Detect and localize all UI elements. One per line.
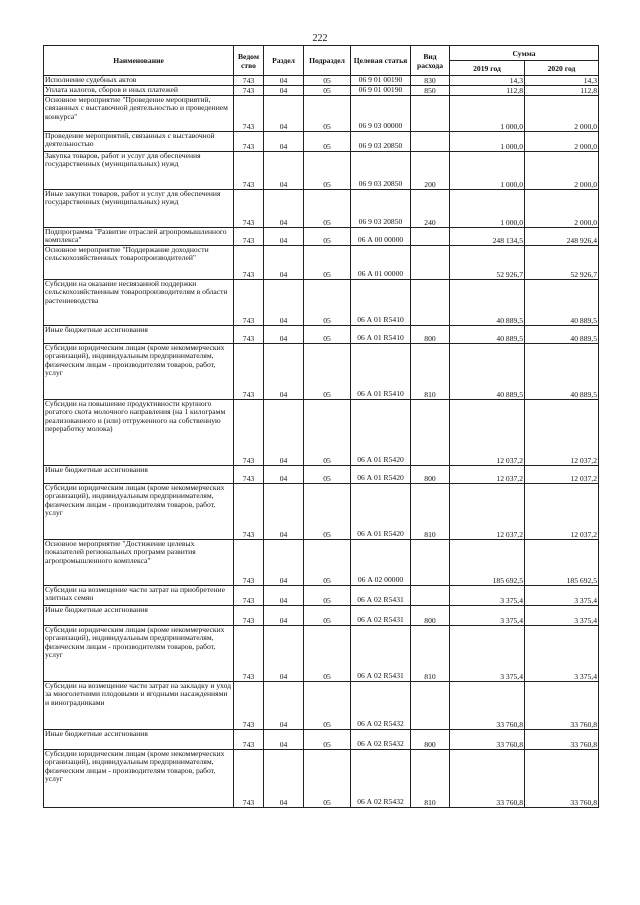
row-subsection: 05	[304, 132, 351, 152]
row-subsection: 05	[304, 86, 351, 96]
table-row	[44, 228, 599, 246]
row-subsection: 05	[304, 96, 351, 132]
row-sum-2020: 3 375,4	[525, 586, 599, 606]
row-target: 06 А 01 R5420	[351, 466, 411, 484]
row-section: 04	[264, 466, 304, 484]
row-section: 04	[264, 400, 304, 466]
row-subsection: 05	[304, 586, 351, 606]
row-section: 04	[264, 586, 304, 606]
header-target: Целевая статья	[351, 46, 411, 76]
row-target: 06 А 01 R5410	[351, 326, 411, 344]
row-sum-2019: 248 134,5	[450, 228, 525, 246]
row-sum-2020: 40 889,5	[525, 326, 599, 344]
table-row	[44, 246, 599, 280]
row-dept: 743	[234, 606, 264, 626]
row-subsection: 05	[304, 344, 351, 400]
row-sum-2019: 12 037,2	[450, 484, 525, 540]
row-name: Иные бюджетные ассигнования	[44, 466, 234, 484]
row-subsection: 05	[304, 326, 351, 344]
row-name: Субсидии на возмещение части затрат на закладку и уход за многолетними плодовыми и ягодными насаждениями и виноградниками	[44, 682, 234, 730]
row-expense	[411, 400, 450, 466]
row-dept: 743	[234, 152, 264, 190]
row-expense: 800	[411, 466, 450, 484]
row-name: Иные бюджетные ассигнования	[44, 730, 234, 750]
row-dept: 743	[234, 750, 264, 808]
row-sum-2019: 33 760,8	[450, 682, 525, 730]
row-dept: 743	[234, 190, 264, 228]
row-target: 06 9 01 00190	[351, 86, 411, 96]
header-year-2020: 2020 год	[525, 61, 599, 76]
row-expense: 240	[411, 190, 450, 228]
row-target: 06 А 01 00000	[351, 246, 411, 280]
row-sum-2020: 248 926,4	[525, 228, 599, 246]
row-target: 06 А 01 R5420	[351, 484, 411, 540]
row-section: 04	[264, 246, 304, 280]
row-target: 06 А 02 R5431	[351, 586, 411, 606]
row-sum-2020: 12 037,2	[525, 484, 599, 540]
row-sum-2020: 112,8	[525, 86, 599, 96]
table-row	[44, 152, 599, 190]
table-row	[44, 730, 599, 750]
row-name: Субсидии юридическим лицам (кроме некоммерческих организаций), индивидуальным предпринимателям, физическим лицам - производителям товаров, работ, услуг	[44, 750, 234, 808]
row-subsection: 05	[304, 540, 351, 586]
row-target: 06 9 03 20850	[351, 152, 411, 190]
row-sum-2020: 52 926,7	[525, 246, 599, 280]
row-sum-2020: 33 760,8	[525, 682, 599, 730]
row-sum-2020: 3 375,4	[525, 626, 599, 682]
table-row	[44, 326, 599, 344]
row-sum-2020: 3 375,4	[525, 606, 599, 626]
row-name: Подпрограмма "Развитие отраслей агропромышленного комплекса"	[44, 228, 234, 246]
row-name: Иные бюджетные ассигнования	[44, 606, 234, 626]
row-target: 06 9 03 20850	[351, 190, 411, 228]
page-number: 222	[312, 33, 328, 44]
table-row	[44, 626, 599, 682]
row-target: 06 9 03 20850	[351, 132, 411, 152]
row-expense: 810	[411, 626, 450, 682]
row-dept: 743	[234, 682, 264, 730]
header-row	[44, 46, 599, 61]
row-name: Субсидии юридическим лицам (кроме некоммерческих организаций), индивидуальным предпринимателям, физическим лицам - производителям товаров, работ, услуг	[44, 344, 234, 400]
row-name: Исполнение судебных актов	[44, 76, 234, 86]
row-expense: 800	[411, 606, 450, 626]
row-section: 04	[264, 540, 304, 586]
row-sum-2019: 3 375,4	[450, 586, 525, 606]
row-sum-2020: 2 000,0	[525, 190, 599, 228]
table-row	[44, 586, 599, 606]
row-sum-2020: 12 037,2	[525, 466, 599, 484]
row-dept: 743	[234, 86, 264, 96]
row-subsection: 05	[304, 626, 351, 682]
table-body	[44, 76, 599, 808]
row-target: 06 А 02 R5432	[351, 750, 411, 808]
row-section: 04	[264, 280, 304, 326]
table-row	[44, 76, 599, 86]
row-expense: 800	[411, 730, 450, 750]
row-dept: 743	[234, 484, 264, 540]
row-subsection: 05	[304, 484, 351, 540]
row-section: 04	[264, 228, 304, 246]
row-name: Субсидии на повышение продуктивности крупного рогатого скота молочного направления (на 1 килограмм реализованного и (или) отгруженного на собственную переработку молока)	[44, 400, 234, 466]
row-target: 06 А 00 00000	[351, 228, 411, 246]
row-name: Основное мероприятие "Достижение целевых показателей региональных программ развития агропромышленного комплекса"	[44, 540, 234, 586]
row-section: 04	[264, 326, 304, 344]
row-name: Иные бюджетные ассигнования	[44, 326, 234, 344]
row-name: Субсидии на возмещение части затрат на приобретение элитных семян	[44, 586, 234, 606]
row-dept: 743	[234, 466, 264, 484]
row-sum-2019: 40 889,5	[450, 326, 525, 344]
row-name: Закупка товаров, работ и услуг для обеспечения государственных (муниципальных) нужд	[44, 152, 234, 190]
row-target: 06 А 01 R5410	[351, 280, 411, 326]
row-name: Субсидии юридическим лицам (кроме некоммерческих организаций), индивидуальным предпринимателям, физическим лицам - производителям товаров, работ, услуг	[44, 626, 234, 682]
row-sum-2019: 1 000,0	[450, 96, 525, 132]
row-sum-2019: 33 760,8	[450, 730, 525, 750]
row-sum-2020: 33 760,8	[525, 730, 599, 750]
row-expense: 800	[411, 326, 450, 344]
row-section: 04	[264, 152, 304, 190]
row-expense	[411, 540, 450, 586]
row-sum-2020: 2 000,0	[525, 132, 599, 152]
table-row	[44, 86, 599, 96]
row-sum-2019: 3 375,4	[450, 606, 525, 626]
row-target: 06 А 02 R5431	[351, 626, 411, 682]
row-subsection: 05	[304, 76, 351, 86]
row-target: 06 9 03 00000	[351, 96, 411, 132]
row-subsection: 05	[304, 730, 351, 750]
row-section: 04	[264, 76, 304, 86]
header-year-2019: 2019 год	[450, 61, 525, 76]
row-expense	[411, 96, 450, 132]
row-target: 06 А 01 R5420	[351, 400, 411, 466]
row-sum-2020: 40 889,5	[525, 344, 599, 400]
row-section: 04	[264, 344, 304, 400]
table-row	[44, 400, 599, 466]
header-dept: Ведом ство	[234, 46, 264, 76]
table-row	[44, 344, 599, 400]
table-row	[44, 96, 599, 132]
row-section: 04	[264, 750, 304, 808]
table-row	[44, 280, 599, 326]
row-sum-2019: 52 926,7	[450, 246, 525, 280]
table-row	[44, 606, 599, 626]
row-dept: 743	[234, 96, 264, 132]
row-sum-2020: 2 000,0	[525, 152, 599, 190]
row-sum-2019: 40 889,5	[450, 280, 525, 326]
row-subsection: 05	[304, 190, 351, 228]
row-section: 04	[264, 682, 304, 730]
row-sum-2020: 33 760,8	[525, 750, 599, 808]
row-name: Проведение мероприятий, связанных с выставочной деятельностью	[44, 132, 234, 152]
table-row	[44, 132, 599, 152]
row-section: 04	[264, 132, 304, 152]
row-target: 06 А 02 R5432	[351, 682, 411, 730]
row-dept: 743	[234, 540, 264, 586]
row-expense: 830	[411, 76, 450, 86]
row-sum-2019: 1 000,0	[450, 190, 525, 228]
row-target: 06 А 01 R5410	[351, 344, 411, 400]
row-section: 04	[264, 606, 304, 626]
row-dept: 743	[234, 76, 264, 86]
row-subsection: 05	[304, 228, 351, 246]
row-sum-2020: 12 037,2	[525, 400, 599, 466]
row-name: Основное мероприятие "Проведение мероприятий, связанных с выставочной деятельностью и проведением конкурса"	[44, 96, 234, 132]
row-name: Основное мероприятие "Поддержание доходности сельскохозяйственных товаропроизводителей"	[44, 246, 234, 280]
row-expense: 810	[411, 344, 450, 400]
row-subsection: 05	[304, 606, 351, 626]
row-sum-2020: 40 889,5	[525, 280, 599, 326]
row-subsection: 05	[304, 750, 351, 808]
table-row	[44, 484, 599, 540]
header-subsection: Подраздел	[304, 46, 351, 76]
row-dept: 743	[234, 326, 264, 344]
table-row	[44, 190, 599, 228]
row-dept: 743	[234, 246, 264, 280]
row-sum-2019: 14,3	[450, 76, 525, 86]
row-expense	[411, 246, 450, 280]
row-subsection: 05	[304, 280, 351, 326]
row-sum-2020: 2 000,0	[525, 96, 599, 132]
row-dept: 743	[234, 344, 264, 400]
row-name: Субсидии на оказание несвязанной поддержки сельскохозяйственным товаропроизводителям в области растениеводства	[44, 280, 234, 326]
row-expense	[411, 586, 450, 606]
row-sum-2019: 112,8	[450, 86, 525, 96]
row-sum-2019: 185 692,5	[450, 540, 525, 586]
row-sum-2019: 12 037,2	[450, 400, 525, 466]
row-expense: 810	[411, 750, 450, 808]
row-subsection: 05	[304, 400, 351, 466]
row-sum-2020: 14,3	[525, 76, 599, 86]
row-subsection: 05	[304, 152, 351, 190]
header-name: Наименование	[44, 46, 234, 76]
row-name: Субсидии юридическим лицам (кроме некоммерческих организаций), индивидуальным предпринимателям, физическим лицам - производителям товаров, работ, услуг	[44, 484, 234, 540]
row-sum-2019: 1 000,0	[450, 152, 525, 190]
row-section: 04	[264, 86, 304, 96]
row-dept: 743	[234, 228, 264, 246]
row-sum-2019: 3 375,4	[450, 626, 525, 682]
row-section: 04	[264, 626, 304, 682]
row-name: Иные закупки товаров, работ и услуг для обеспечения государственных (муниципальных) нужд	[44, 190, 234, 228]
row-section: 04	[264, 96, 304, 132]
row-sum-2019: 1 000,0	[450, 132, 525, 152]
row-subsection: 05	[304, 246, 351, 280]
row-dept: 743	[234, 280, 264, 326]
row-target: 06 А 02 R5431	[351, 606, 411, 626]
row-expense: 200	[411, 152, 450, 190]
row-sum-2019: 33 760,8	[450, 750, 525, 808]
row-sum-2019: 12 037,2	[450, 466, 525, 484]
row-expense: 810	[411, 484, 450, 540]
row-section: 04	[264, 190, 304, 228]
row-subsection: 05	[304, 466, 351, 484]
header-sum: Сумма	[450, 46, 599, 61]
row-target: 06 А 02 R5432	[351, 730, 411, 750]
row-dept: 743	[234, 626, 264, 682]
row-expense	[411, 228, 450, 246]
row-sum-2019: 40 889,5	[450, 344, 525, 400]
budget-table	[43, 45, 599, 808]
row-subsection: 05	[304, 682, 351, 730]
header-expense: Вид расхода	[411, 46, 450, 76]
row-section: 04	[264, 484, 304, 540]
row-expense	[411, 132, 450, 152]
table-row	[44, 750, 599, 808]
row-target: 06 А 02 00000	[351, 540, 411, 586]
row-dept: 743	[234, 400, 264, 466]
row-expense	[411, 280, 450, 326]
row-name: Уплата налогов, сборов и иных платежей	[44, 86, 234, 96]
row-dept: 743	[234, 730, 264, 750]
table-row	[44, 466, 599, 484]
row-sum-2020: 185 692,5	[525, 540, 599, 586]
row-expense	[411, 682, 450, 730]
row-section: 04	[264, 730, 304, 750]
row-dept: 743	[234, 586, 264, 606]
header-section: Раздел	[264, 46, 304, 76]
table-row	[44, 682, 599, 730]
row-dept: 743	[234, 132, 264, 152]
table-row	[44, 540, 599, 586]
row-expense: 850	[411, 86, 450, 96]
row-target: 06 9 01 00190	[351, 76, 411, 86]
